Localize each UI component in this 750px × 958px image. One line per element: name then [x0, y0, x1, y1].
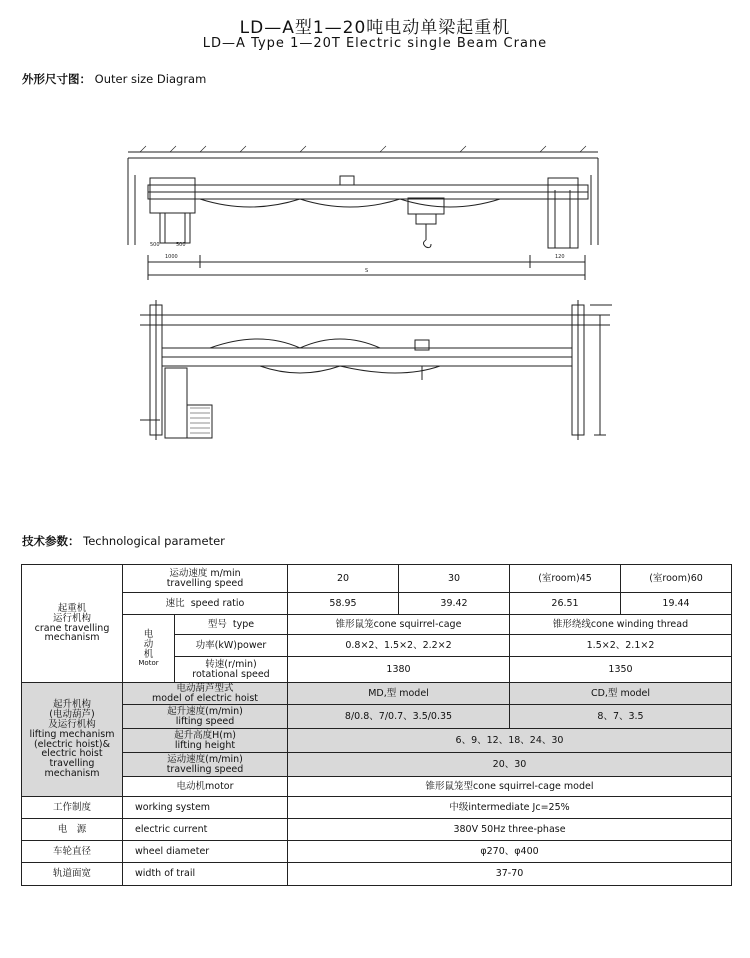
working-system-label-en: working system: [123, 797, 288, 819]
table-row: [22, 753, 732, 777]
hoist-travel-speed-label: 运动速度(m/min) travelling speed: [123, 753, 288, 777]
table-row: [22, 797, 732, 819]
page-subtitle: LD—A Type 1—20T Electric single Beam Crane: [202, 36, 548, 51]
dim-label-span: S: [365, 268, 369, 274]
speed-ratio-value: 26.51: [510, 593, 621, 615]
rotational-speed-value-b: 1350: [510, 657, 732, 683]
travel-speed-label: 运动速度 m/min travelling speed: [123, 565, 288, 593]
electric-current-value: 380V 50Hz three-phase: [288, 819, 732, 841]
trail-width-label-en: width of trail: [123, 863, 288, 886]
working-system-label-cn: 工作制度: [22, 797, 123, 819]
tech-parameter-heading: [22, 533, 225, 549]
table-row: [22, 777, 732, 797]
lifting-height-value: 6、9、12、18、24、30: [288, 729, 732, 753]
lifting-speed-label: 起升速度(m/min) lifting speed: [123, 705, 288, 729]
outer-size-heading-cn: 外形尺寸图：: [22, 72, 91, 86]
rotational-speed-value-a: 1380: [288, 657, 510, 683]
dim-label-a: 500: [150, 242, 160, 248]
table-row: [22, 729, 732, 753]
trail-width-label-cn: 轨道面宽: [22, 863, 123, 886]
dim-label-d: 120: [555, 254, 565, 260]
motor-group-label: 电 动 机 Motor: [123, 615, 175, 683]
wheel-diameter-value: φ270、φ400: [288, 841, 732, 863]
lifting-group-label: 起升机构 (电动葫芦) 及运行机构 lifting mechanism (electric hoist)& electric hoist travelling mechanism: [22, 683, 123, 797]
hoist-motor-label: 电动机motor: [123, 777, 288, 797]
motor-power-value-b: 1.5×2、2.1×2: [510, 635, 732, 657]
working-system-value: 中级intermediate Jc=25%: [288, 797, 732, 819]
tech-parameter-heading-cn: 技术参数：: [22, 534, 80, 548]
page-title: LD—A型1—20吨电动单梁起重机: [239, 18, 511, 38]
lifting-height-label: 起升高度H(m) lifting height: [123, 729, 288, 753]
lifting-speed-value-a: 8/0.8、7/0.7、3.5/0.35: [288, 705, 510, 729]
travel-speed-value: (室room)45: [510, 565, 621, 593]
wheel-diameter-label-en: wheel diameter: [123, 841, 288, 863]
table-row: [22, 863, 732, 886]
motor-type-label: 型号 type: [175, 615, 288, 635]
crane-travel-group-label: 起重机 运行机构 crane travelling mechanism: [22, 565, 123, 683]
motor-power-label: 功率(kW)power: [175, 635, 288, 657]
motor-type-value-a: 锥形鼠笼cone squirrel-cage: [288, 615, 510, 635]
motor-power-value-a: 0.8×2、1.5×2、2.2×2: [288, 635, 510, 657]
hoist-model-value-b: CD,型 model: [510, 683, 732, 705]
dim-label-c: 1000: [165, 254, 178, 260]
table-row: [22, 819, 732, 841]
speed-ratio-value: 19.44: [621, 593, 732, 615]
hoist-motor-value: 锥形鼠笼型cone squirrel-cage model: [288, 777, 732, 797]
rotational-speed-label: 转速(r/min) rotational speed: [175, 657, 288, 683]
wheel-diameter-label-cn: 车轮直径: [22, 841, 123, 863]
table-row: [22, 615, 732, 635]
speed-ratio-value: 58.95: [288, 593, 399, 615]
travel-speed-value: 20: [288, 565, 399, 593]
table-row: [22, 565, 732, 593]
table-row: [22, 705, 732, 729]
dim-label-b: 500: [176, 242, 186, 248]
table-row: [22, 593, 732, 615]
travel-speed-value: (室room)60: [621, 565, 732, 593]
trail-width-value: 37-70: [288, 863, 732, 886]
electric-current-label-en: electric current: [123, 819, 288, 841]
travel-speed-value: 30: [399, 565, 510, 593]
speed-ratio-label: 速比 speed ratio: [123, 593, 288, 615]
motor-type-value-b: 锥形绕线cone winding thread: [510, 615, 732, 635]
outer-size-heading-en: Outer size Diagram: [94, 72, 207, 86]
electric-current-label-cn: 电 源: [22, 819, 123, 841]
speed-ratio-value: 39.42: [399, 593, 510, 615]
hoist-model-label: 电动葫芦型式 model of electric hoist: [123, 683, 288, 705]
table-row: [22, 683, 732, 705]
table-row: [22, 841, 732, 863]
hoist-travel-speed-value: 20、30: [288, 753, 732, 777]
lifting-speed-value-b: 8、7、3.5: [510, 705, 732, 729]
tech-parameter-heading-en: Technological parameter: [83, 534, 225, 548]
parameter-table: [21, 564, 732, 886]
hoist-model-value-a: MD,型 model: [288, 683, 510, 705]
